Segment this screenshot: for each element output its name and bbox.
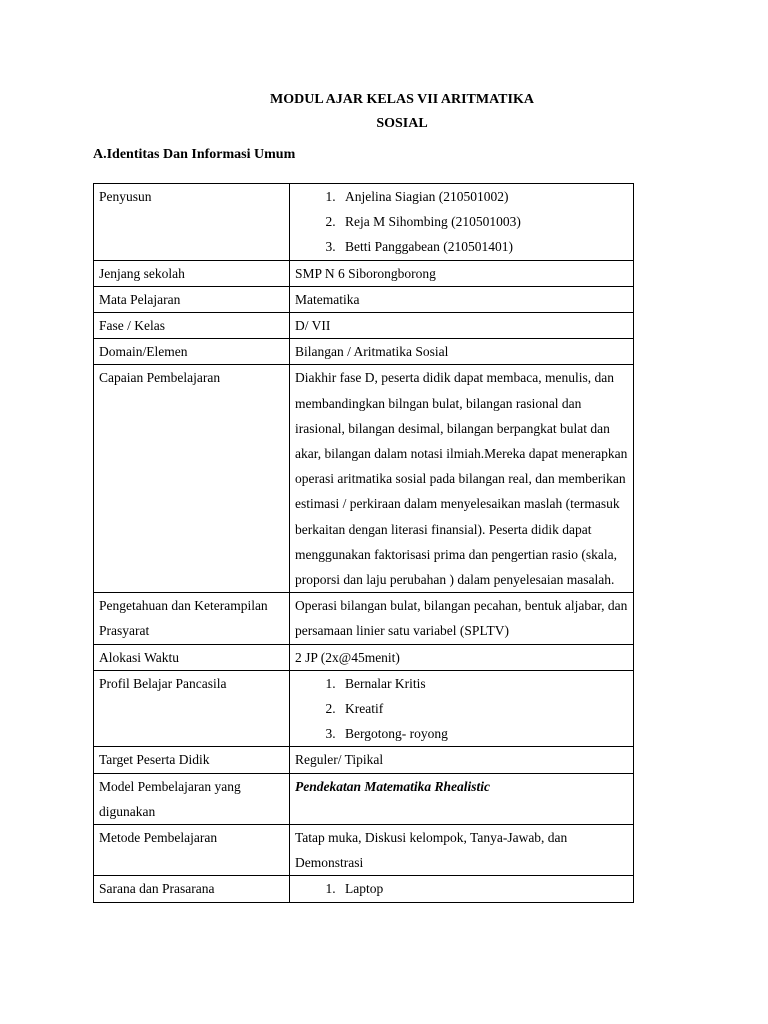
row-value: Diakhir fase D, peserta didik dapat membaca, menulis, dan membandingkan bilngan bulat, bilangan rasional dan irasional, bilangan desimal, bilangan berpangkat bulat dan akar, bilangan dalam notasi ilmiah.Mereka dapat menerapkan operasi aritmatika sosial pada bilangan real, dan memberikan estimasi / perkiraan dalam menyelesaikan maslah (termasuk berkaitan dengan literasi finansial). Peserta didik dapat menggunakan faktorisasi prima dan pengertian rasio (skala, proporsi dan laju perubahan ) dalam penyelesaian masalah. [290, 365, 634, 593]
author-list [295, 184, 628, 260]
row-label: Profil Belajar Pancasila [94, 670, 290, 747]
row-value [290, 184, 634, 261]
row-value: Operasi bilangan bulat, bilangan pecahan, bentuk aljabar, dan persamaan linier satu variabel (SPLTV) [290, 593, 634, 644]
row-label: Jenjang sekolah [94, 260, 290, 286]
row-value: Bilangan / Aritmatika Sosial [290, 339, 634, 365]
row-label: Capaian Pembelajaran [94, 365, 290, 593]
document-title-line2: SOSIAL [376, 116, 428, 131]
row-value: 2 JP (2x@45menit) [290, 644, 634, 670]
row-value: Tatap muka, Diskusi kelompok, Tanya-Jawab, dan Demonstrasi [290, 825, 634, 876]
table-row-target [94, 747, 634, 773]
table-row-alokasi [94, 644, 634, 670]
row-value: Matematika [290, 286, 634, 312]
list-item: 3. Betti Panggabean (210501401) [339, 234, 628, 259]
list-item: 3. Bergotong- royong [339, 721, 628, 746]
table-row-sarana [94, 876, 634, 902]
list-item: 1. Laptop [339, 876, 628, 901]
row-value: SMP N 6 Siborongborong [290, 260, 634, 286]
facility-list [295, 876, 628, 901]
row-label: Mata Pelajaran [94, 286, 290, 312]
table-row-model [94, 773, 634, 824]
row-label: Target Peserta Didik [94, 747, 290, 773]
row-value: Pendekatan Matematika Rhealistic [290, 773, 634, 824]
row-label: Model Pembelajaran yang digunakan [94, 773, 290, 824]
row-label: Sarana dan Prasarana [94, 876, 290, 902]
section-heading: A.Identitas Dan Informasi Umum [93, 147, 296, 162]
table-row-prasyarat [94, 593, 634, 644]
row-label: Alokasi Waktu [94, 644, 290, 670]
table-row-domain [94, 339, 634, 365]
identity-table [93, 183, 634, 903]
list-item: 1. Bernalar Kritis [339, 671, 628, 696]
row-label: Metode Pembelajaran [94, 825, 290, 876]
table-row-profil [94, 670, 634, 747]
table-row-mapel [94, 286, 634, 312]
table-row-metode [94, 825, 634, 876]
list-item: 2. Kreatif [339, 696, 628, 721]
row-label: Pengetahuan dan Keterampilan Prasyarat [94, 593, 290, 644]
table-row-jenjang [94, 260, 634, 286]
document-title-line1: MODUL AJAR KELAS VII ARITMATIKA [270, 92, 534, 107]
table-row-penyusun [94, 184, 634, 261]
list-item: 2. Reja M Sihombing (210501003) [339, 209, 628, 234]
row-label: Domain/Elemen [94, 339, 290, 365]
row-value: Reguler/ Tipikal [290, 747, 634, 773]
row-label: Fase / Kelas [94, 313, 290, 339]
row-value [290, 876, 634, 902]
list-item: 1. Anjelina Siagian (210501002) [339, 184, 628, 209]
table-row-fase [94, 313, 634, 339]
table-row-capaian [94, 365, 634, 593]
row-label: Penyusun [94, 184, 290, 261]
profile-list [295, 671, 628, 747]
row-value [290, 670, 634, 747]
row-value: D/ VII [290, 313, 634, 339]
